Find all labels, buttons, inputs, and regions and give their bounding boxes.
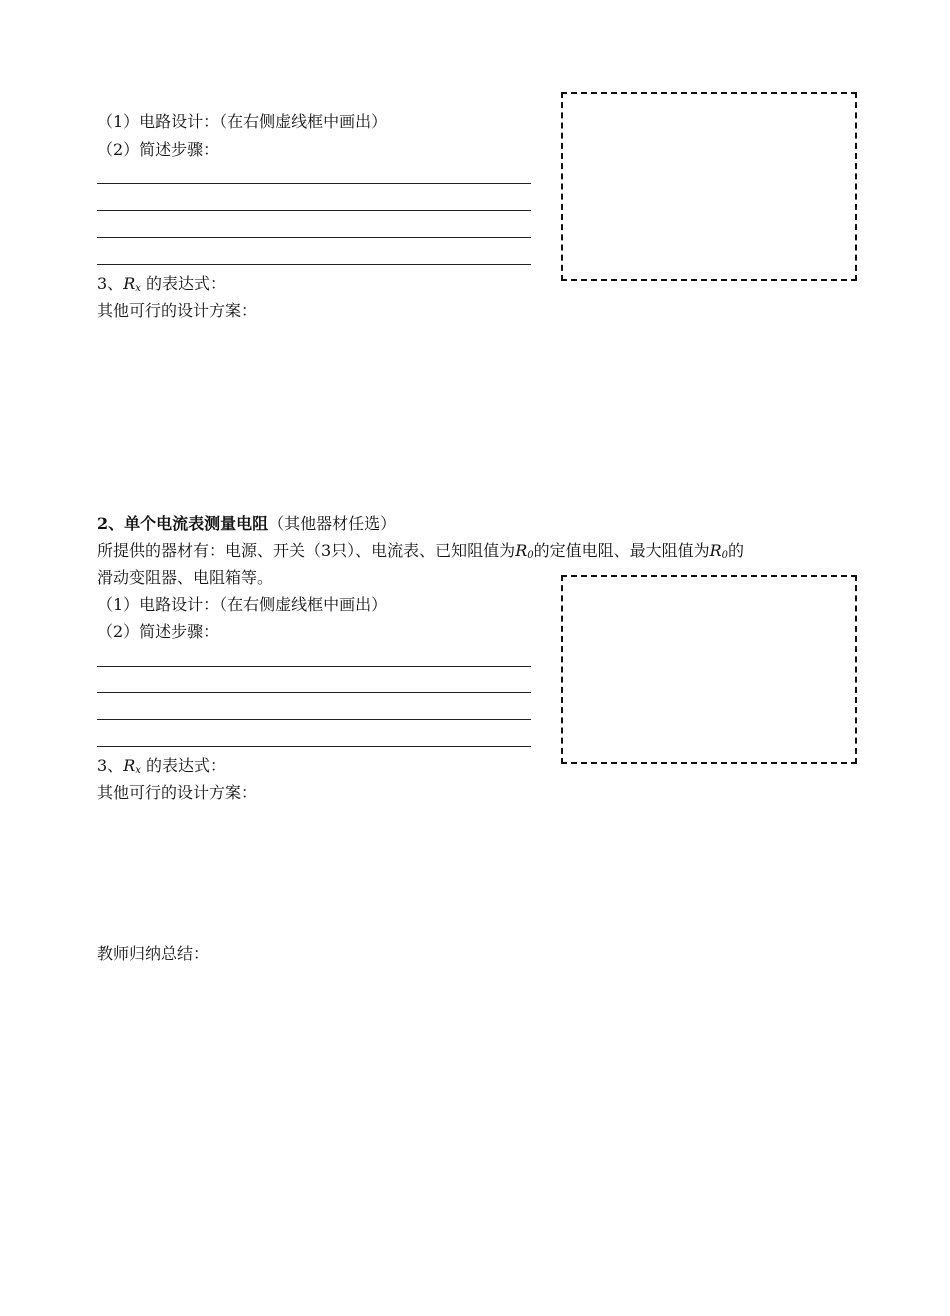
rx-subscript: x	[135, 283, 141, 294]
circuit-design-instruction-1: （1）电路设计：（在右侧虚线框中画出）	[97, 112, 388, 131]
section-2-heading	[97, 514, 396, 534]
circuit-drawing-box-1[interactable]	[561, 92, 857, 281]
answer-line-2b[interactable]	[97, 692, 531, 693]
rx-symbol: R	[123, 274, 136, 293]
answer-line-2c[interactable]	[97, 719, 531, 720]
steps-label-1: （2）简述步骤：	[97, 140, 220, 159]
equipment-text-b: 的定值电阻、最大阻值为	[533, 541, 710, 560]
expression-prefix: 3、	[97, 756, 124, 775]
r0-symbol-b: R	[709, 541, 722, 560]
section-2-title-note: （其他器材任选）	[268, 514, 397, 533]
answer-line-2d[interactable]	[97, 746, 531, 747]
equipment-text-a: 所提供的器材有：电源、开关（3只）、电流表、已知阻值为	[97, 541, 516, 560]
equipment-text-c: 的	[728, 541, 745, 560]
teacher-summary-label: 教师归纳总结：	[97, 944, 210, 963]
answer-line-1c[interactable]	[97, 237, 531, 238]
other-plans-label-2: 其他可行的设计方案：	[97, 783, 258, 802]
answer-line-1d[interactable]	[97, 264, 531, 265]
circuit-design-instruction-2: （1）电路设计：（在右侧虚线框中画出）	[97, 595, 388, 614]
r0-subscript-a: 0	[527, 550, 534, 561]
circuit-drawing-box-2[interactable]	[561, 575, 857, 764]
r0-symbol-a: R	[515, 541, 528, 560]
steps-label-2: （2）简述步骤：	[97, 622, 220, 641]
expression-prefix: 3、	[97, 274, 124, 293]
rx-subscript: x	[135, 765, 141, 776]
r0-subscript-b: 0	[721, 550, 729, 561]
equipment-line-2: 滑动变阻器、电阻箱等。	[97, 568, 274, 587]
answer-line-1b[interactable]	[97, 210, 531, 211]
rx-symbol: R	[123, 756, 136, 775]
expression-suffix: 的表达式：	[145, 274, 226, 293]
other-plans-label-1: 其他可行的设计方案：	[97, 301, 258, 320]
section-2-title: 2、单个电流表测量电阻	[97, 514, 269, 533]
expression-suffix: 的表达式：	[145, 756, 226, 775]
rx-expression-label-1	[97, 274, 226, 299]
answer-line-2a[interactable]	[97, 666, 531, 667]
answer-line-1a[interactable]	[97, 183, 531, 184]
rx-expression-label-2	[97, 756, 226, 781]
equipment-line-1	[97, 541, 744, 566]
